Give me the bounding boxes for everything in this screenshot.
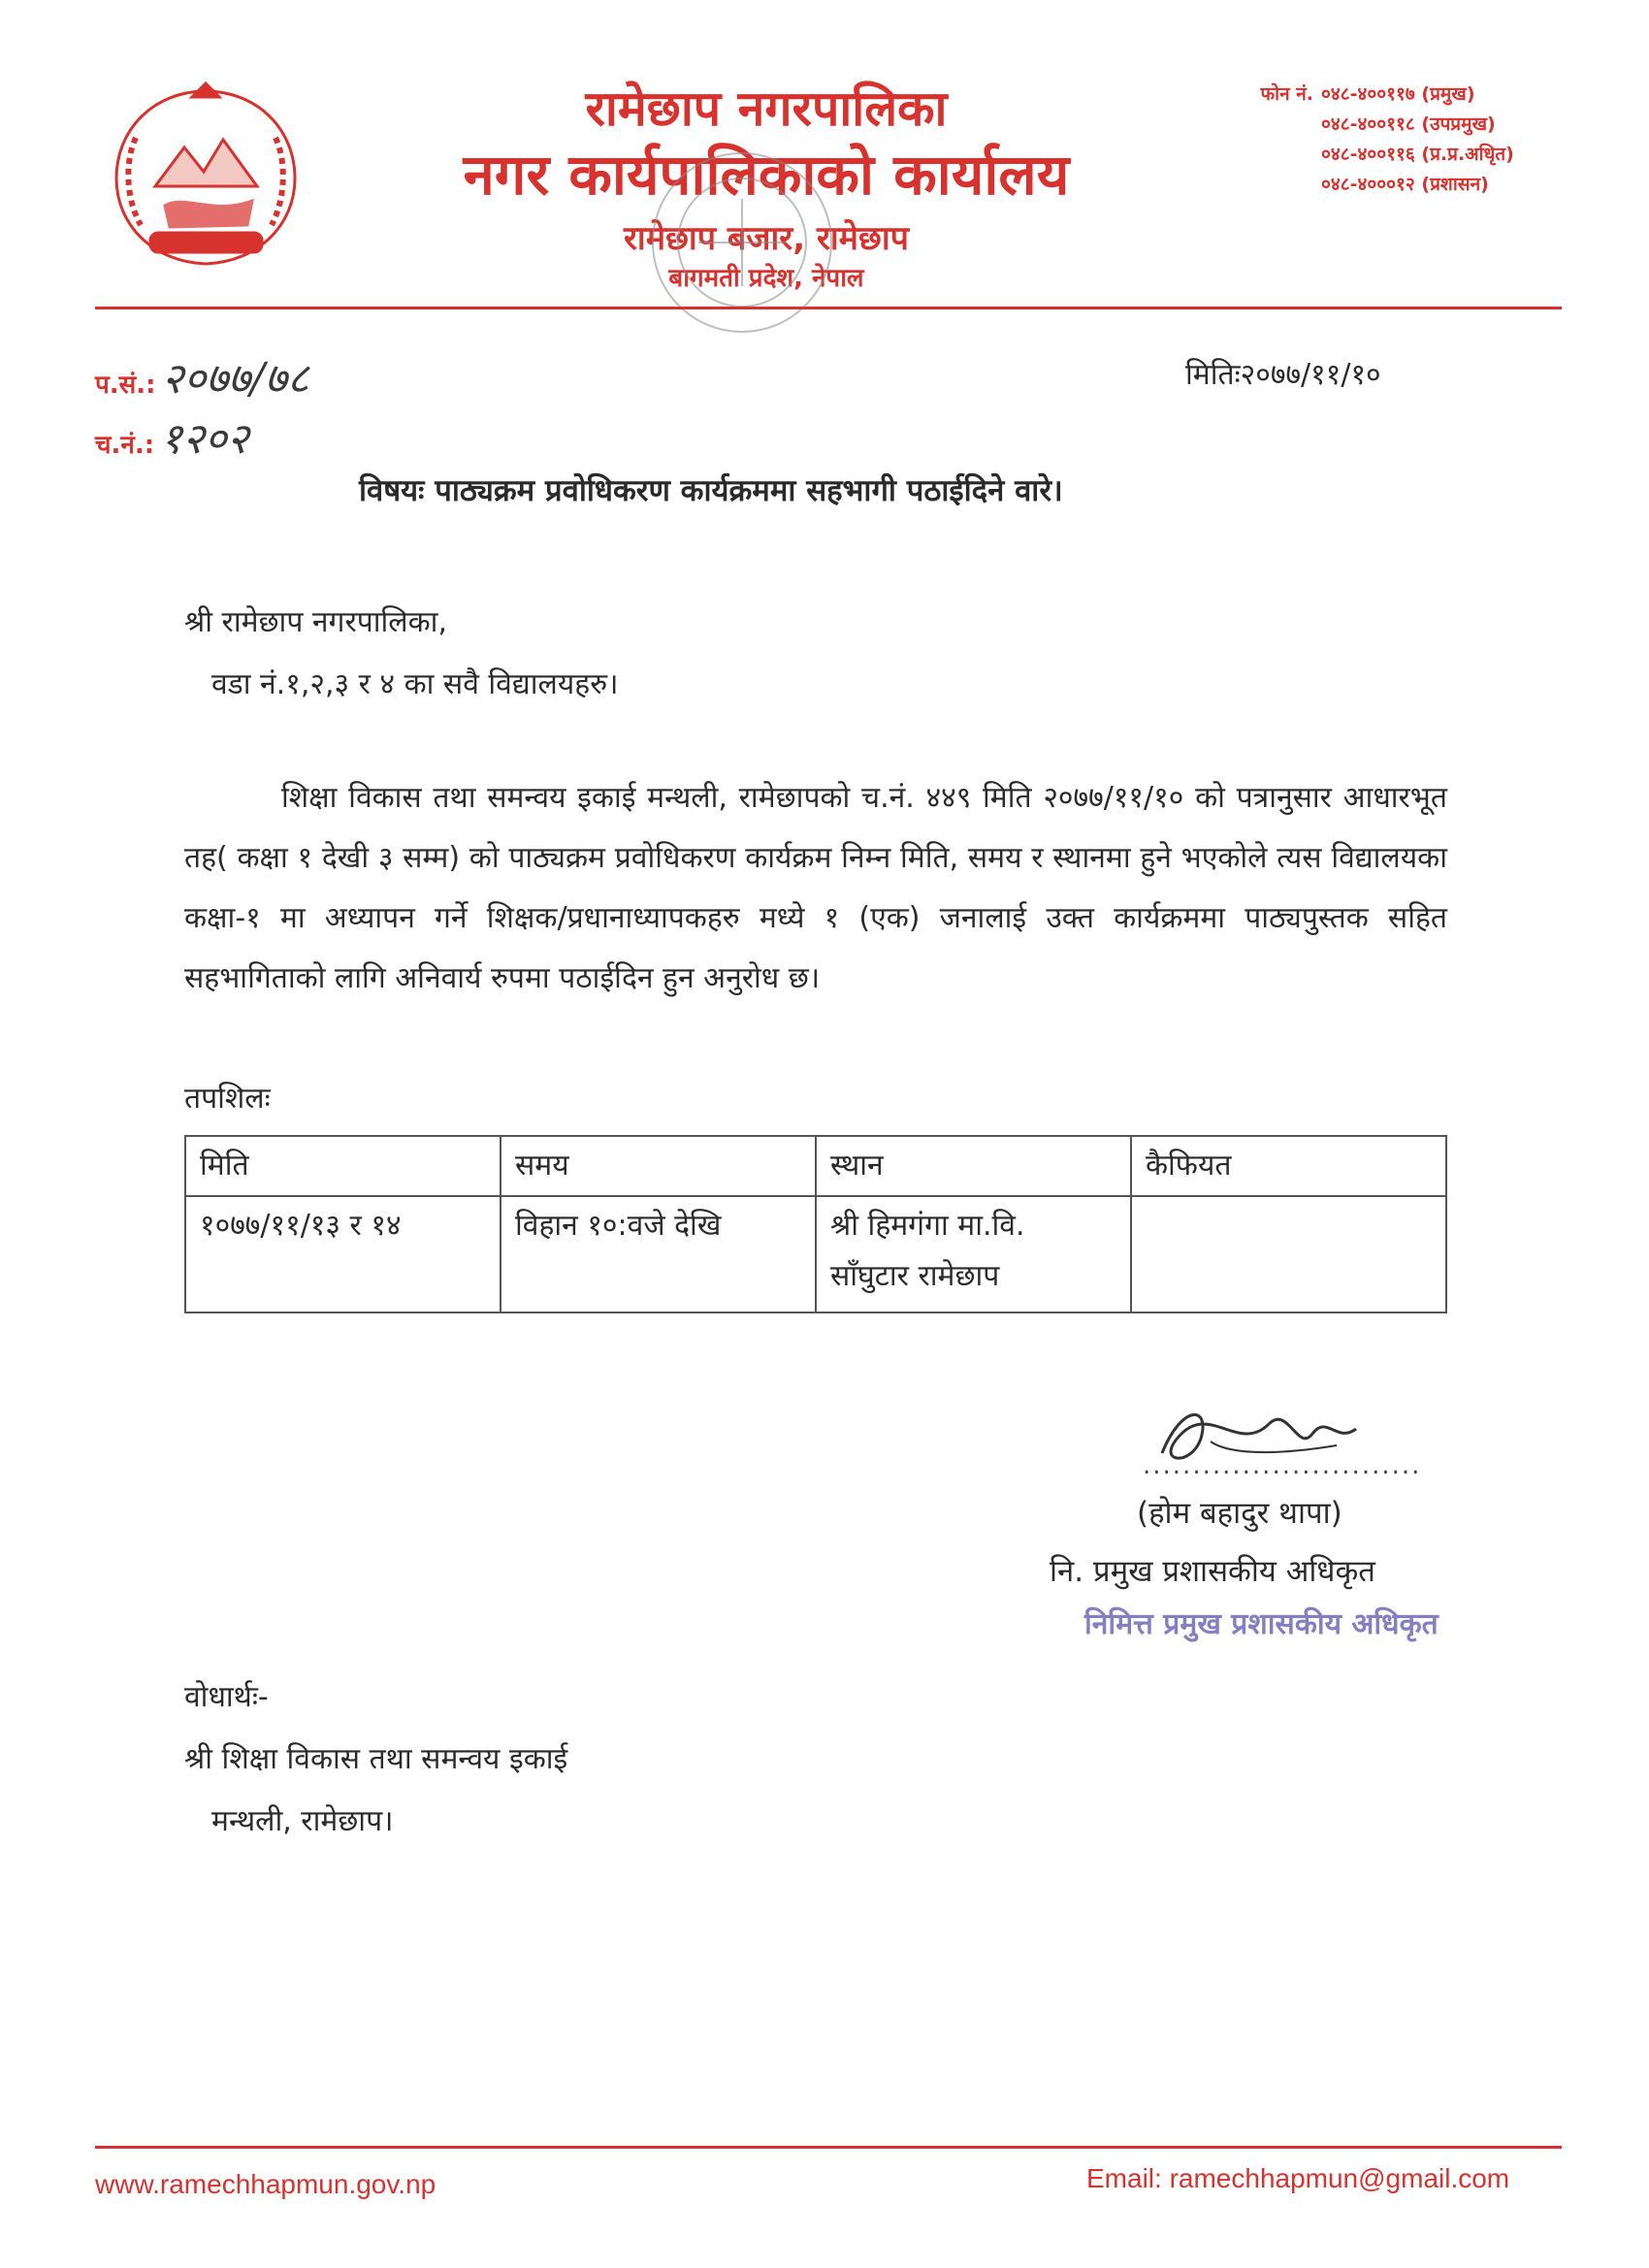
signatory-name: (होम बहादुर थापा): [1137, 1496, 1342, 1531]
reference-number: [95, 347, 309, 405]
schedule-label: तपशिलः: [184, 1082, 271, 1116]
phone-number: ०४८-४००११८ (उपप्रमुख): [1321, 113, 1496, 135]
office-round-stamp: [640, 97, 844, 369]
cell-remarks: [1131, 1196, 1446, 1312]
letter-date: मितिः२०७७/११/१०: [1185, 358, 1381, 392]
column-header-date: मिति: [185, 1136, 501, 1196]
footer-website: www.ramechhapmun.gov.np: [95, 2169, 436, 2199]
phone-row: [1232, 110, 1620, 140]
dispatch-label: च.नं.:: [95, 431, 155, 460]
phone-row: [1232, 170, 1620, 200]
designation-stamp: निमित्त प्रमुख प्रशासकीय अधिकृत: [1084, 1607, 1439, 1641]
office-location: रामेछाप बजार, रामेछाप: [624, 219, 909, 258]
footer-email: Email: ramechhapmun@gmail.com: [1086, 2163, 1510, 2193]
reference-value: २०७७/७८: [161, 354, 309, 404]
dispatch-value: १२०२: [160, 414, 249, 464]
phone-label: फोन नं.: [1260, 83, 1313, 105]
cell-time: विहान १०:वजे देखि: [501, 1196, 816, 1312]
phone-number: ०४८-४०००१२ (प्रशासन): [1321, 174, 1489, 195]
letter-subject: विषयः पाठ्यक्रम प्रवोधिकरण कार्यक्रममा सहभागी पठाईदिने वारे।: [359, 473, 1063, 508]
place-line: साँघुटार रामेछाप: [830, 1259, 1000, 1293]
cell-date: १०७७/११/१३ र १४: [185, 1196, 501, 1312]
office-name: नगर कार्यपालिकाको कार्यालय: [463, 142, 1070, 208]
nepal-emblem-logo: [97, 80, 315, 278]
column-header-place: स्थान: [816, 1136, 1131, 1196]
phone-number: ०४८-४००११६ (प्र.प्र.अधिृत): [1321, 144, 1514, 165]
phone-number: ०४८-४००११७ (प्रमुख): [1321, 83, 1475, 105]
carbon-copy: [184, 1667, 567, 1853]
letter-body: शिक्षा विकास तथा समन्वय इकाई मन्थली, रामेछापको च.नं. ४४९ मिति २०७७/११/१० को पत्रानुसार आधारभूत तह( कक्षा १ देखी ३ सम्म) को पाठ्यक्रम प्रवोधिकरण कार्यक्रम निम्न मिति, समय र स्थानमा हुने भएकोले त्यस विद्यालयका कक्षा-१ मा अध्यापन गर्ने शिक्षक/प्रधानाध्यापकहरु मध्ये १ (एक) जनालाई उक्त कार्यक्रममा पाठ्यपुस्तक सहित सहभागिताको लागि अनिवार्य रुपमा पठाईदिन हुन अनुरोध छ।: [184, 781, 1447, 995]
column-header-time: समय: [501, 1136, 816, 1196]
phone-list: [1232, 80, 1620, 200]
place-line: श्री हिमगंगा मा.वि.: [830, 1209, 1025, 1243]
header-divider: [95, 307, 1562, 309]
addressee-line: वडा नं.१,२,३ र ४ का सवै विद्यालयहरु।: [211, 667, 619, 701]
addressee-line: श्री रामेछाप नगरपालिका,: [184, 605, 447, 639]
phone-row: [1232, 140, 1620, 170]
municipality-name: रामेछाप नगरपालिका: [585, 81, 948, 137]
table-row: [185, 1196, 1446, 1312]
signatory-title: नि. प्रमुख प्रशासकीय अधिकृत: [1050, 1554, 1375, 1589]
cc-line: मन्थली, रामेछाप।: [211, 1804, 394, 1838]
office-province: बागमती प्रदेश, नेपाल: [668, 264, 864, 293]
reference-label: प.सं.:: [95, 371, 156, 400]
cc-label: वोधार्थः-: [184, 1680, 269, 1714]
cell-place: [816, 1196, 1131, 1312]
addressee: [184, 592, 619, 716]
cc-line: श्री शिक्षा विकास तथा समन्वय इकाई: [184, 1742, 568, 1776]
schedule-table: [184, 1135, 1447, 1313]
column-header-remarks: कैफियत: [1131, 1136, 1446, 1196]
footer-divider: [95, 2146, 1562, 2149]
table-header-row: [185, 1136, 1446, 1196]
signature-line: ............................: [1143, 1451, 1422, 1480]
phone-row: [1232, 80, 1620, 110]
dispatch-number: [95, 407, 249, 466]
